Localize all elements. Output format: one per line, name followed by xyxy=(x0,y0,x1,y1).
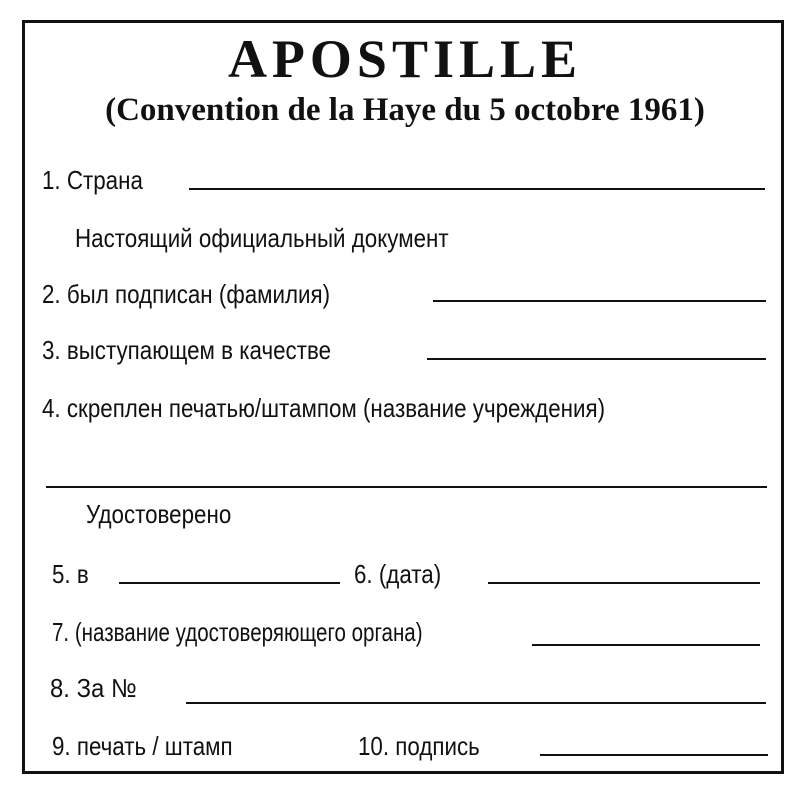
number-field-line[interactable] xyxy=(186,702,766,704)
certified-label: Удостоверено xyxy=(86,499,232,529)
signature-label: 10. подпись xyxy=(358,731,480,761)
country-label: 1. Страна xyxy=(42,165,143,195)
authority-field-line[interactable] xyxy=(532,644,760,646)
sealed-label: 4. скреплен печатью/штампом (название учреждения) xyxy=(42,393,606,423)
signed-by-label: 2. был подписан (фамилия) xyxy=(42,279,331,309)
seal-label: 9. печать / штамп xyxy=(52,731,233,761)
document-note: Настоящий официальный документ xyxy=(75,223,449,253)
date-field-line[interactable] xyxy=(488,582,760,584)
acting-as-field-line[interactable] xyxy=(427,358,766,360)
signed-by-field-line[interactable] xyxy=(433,300,766,302)
institution-field-line[interactable] xyxy=(46,486,767,488)
acting-as-label: 3. выступающем в качестве xyxy=(42,335,332,365)
date-label: 6. (дата) xyxy=(354,559,442,589)
signature-field-line[interactable] xyxy=(540,754,768,756)
apostille-title: APOSTILLE xyxy=(227,29,583,89)
country-field-line[interactable] xyxy=(189,188,765,190)
convention-subtitle: (Convention de la Haye du 5 octobre 1961) xyxy=(105,92,705,128)
number-label: 8. За № xyxy=(50,673,137,703)
place-label: 5. в xyxy=(52,559,89,589)
place-field-line[interactable] xyxy=(119,582,340,584)
authority-label: 7. (название удостоверяющего органа) xyxy=(52,617,423,647)
